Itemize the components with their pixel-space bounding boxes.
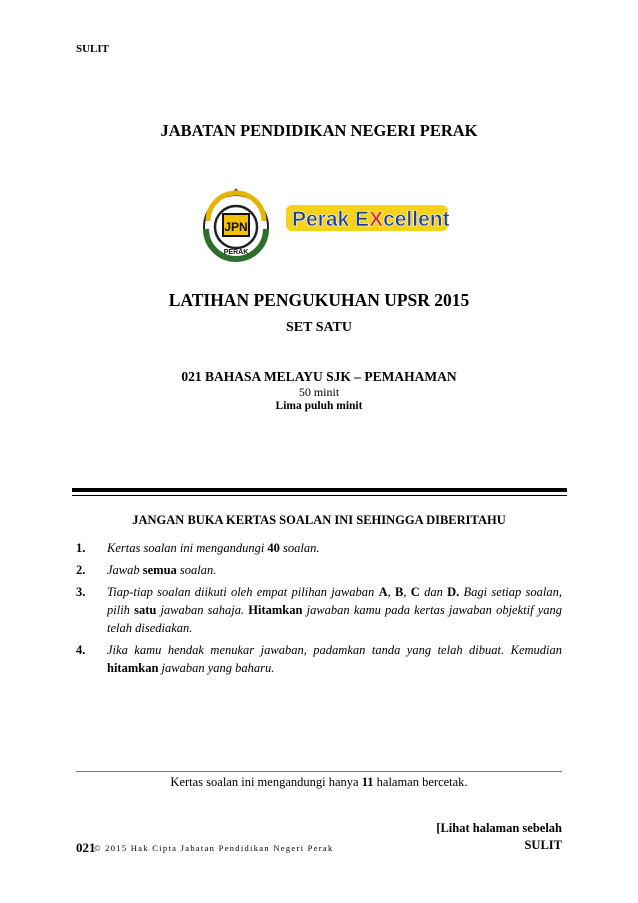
copyright-notice: © 2015 Hak Cipta Jabatan Pendidikan Negeri Perak <box>94 843 334 853</box>
instruction-item: 3. Tiap-tiap soalan diikuti oleh empat pilihan jawaban A, B, C dan D. Bagi setiap soalan, pilih satu jawaban sahaja. Hitamkan jawaban kamu pada kertas jawaban objektif yang telah disediakan. <box>76 585 563 635</box>
warning-text: JANGAN BUKA KERTAS SOALAN INI SEHINGGA DIBERITAHU <box>132 513 506 527</box>
svg-text:JPN: JPN <box>224 220 248 234</box>
divider-thin <box>72 495 567 496</box>
exam-title: LATIHAN PENGUKUHAN UPSR 2015 <box>168 290 470 310</box>
svg-text:PERAK: PERAK <box>223 249 249 256</box>
classification-bottom: SULIT <box>524 838 562 852</box>
classification-top: SULIT <box>76 43 110 55</box>
instruction-item: 4. Jika kamu hendak menukar jawaban, padamkan tanda yang telah dibuat. Kemudian hitamkan jawaban yang baharu. <box>76 643 562 675</box>
svg-text:Perak EXcellent: Perak EXcellent <box>292 208 450 231</box>
footer-divider <box>76 771 562 772</box>
subject-title: 021 BAHASA MELAYU SJK – PEMAHAMAN <box>181 369 457 384</box>
instructions-list <box>76 539 562 681</box>
page-count-note: Kertas soalan ini mengandungi hanya 11 halaman bercetak. <box>170 775 468 789</box>
department-title: JABATAN PENDIDIKAN NEGERI PERAK <box>160 121 478 140</box>
logo-row <box>196 165 456 265</box>
perak-excellent-logo-icon <box>286 203 451 233</box>
next-page-note: [Lihat halaman sebelah <box>436 821 562 835</box>
paper-code: 021 <box>76 840 96 855</box>
instruction-item: 1. Kertas soalan ini mengandungi 40 soalan. <box>76 541 320 555</box>
set-label: SET SATU <box>285 320 352 335</box>
duration-words: Lima puluh minit <box>275 400 363 412</box>
divider-thick <box>72 488 567 492</box>
duration: 50 minit <box>298 385 340 399</box>
instruction-item: 2. Jawab semua soalan. <box>76 563 217 577</box>
